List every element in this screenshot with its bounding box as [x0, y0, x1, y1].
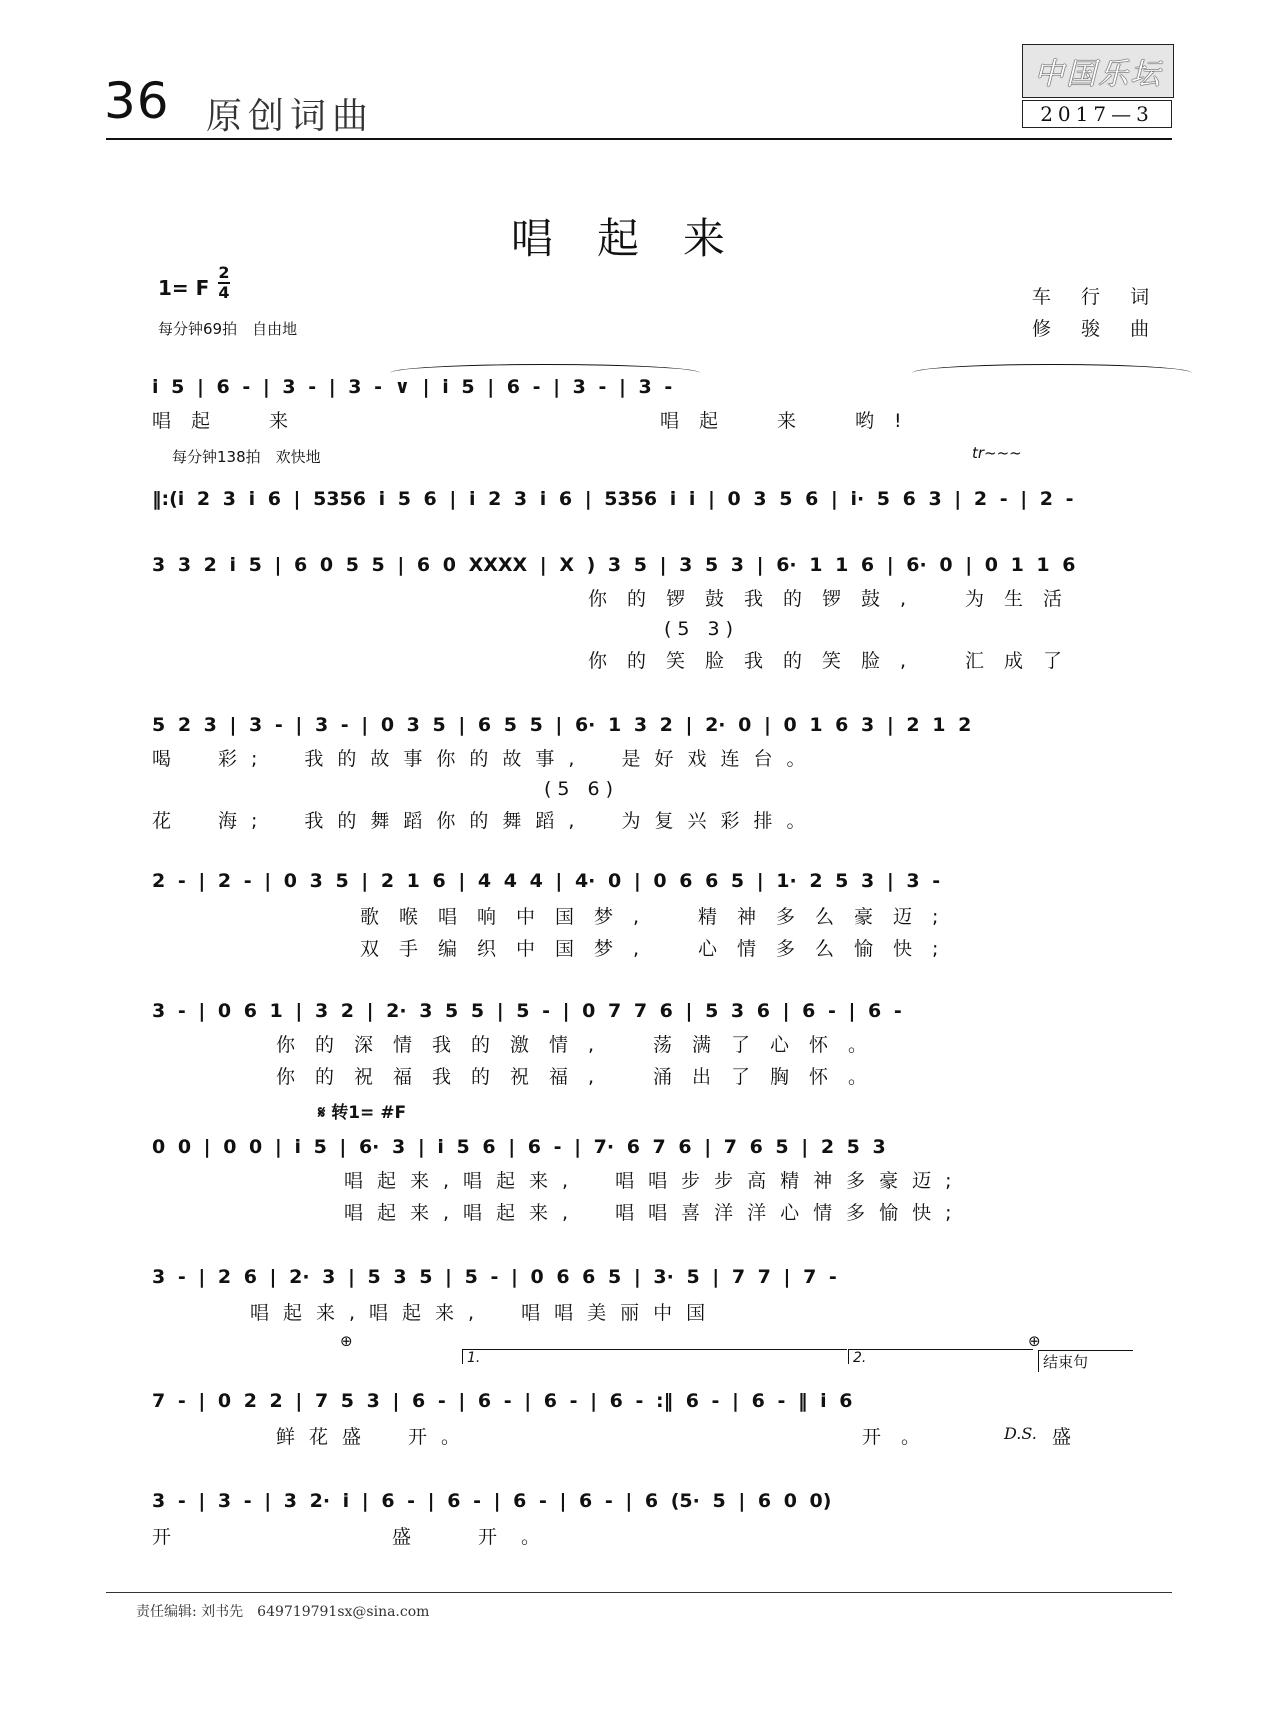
notation-line: 5 2 3 | 3 - | 3 - | 0 3 5 | 6 5 5 | 6· 1 3 2 | 2· 0 | 0 1 6 3 | 2 1 2: [152, 714, 972, 736]
staff-system-7: [152, 1124, 1132, 1164]
tempo-intro: 每分钟69拍 自由地: [158, 320, 298, 338]
lyric-line: 你的锣鼓我的锣鼓, 为生活: [588, 588, 1083, 610]
staff-system-10: [152, 1478, 1132, 1518]
staff-system-3: [152, 542, 1132, 582]
lyricist-credit: 车 行 词: [1032, 286, 1162, 308]
notation-line: 3 - | 0 6 1 | 3 2 | 2· 3 5 5 | 5 - | 0 7 7 6 | 5 3 6 | 6 - | 6 -: [152, 1000, 902, 1022]
volta-1: 1.: [462, 1349, 847, 1364]
tie: [912, 364, 1192, 373]
notation-line: 2 - | 2 - | 0 3 5 | 2 1 6 | 4 4 4 | 4· 0 | 0 6 6 5 | 1· 2 5 3 | 3 -: [152, 870, 941, 892]
notation-line: ‖:(i 2 3 i 6 | 5356 i 5 6 | i 2 3 i 6 | 5356 i i | 0 3 5 6 | i· 5 6 3 | 2 - | 2 -: [152, 488, 1074, 510]
lyric-line: 唱起来,唱起来, 唱唱喜洋洋心情多愉快;: [344, 1202, 966, 1224]
segno-modulation-mark: 𝄋 转1= #F: [318, 1103, 407, 1123]
lyric-line: 盛: [1052, 1426, 1092, 1448]
lyric-line: 喝 彩; 我的故事你的故事, 是好戏连台。: [152, 748, 820, 770]
staff-system-8: [152, 1254, 1132, 1294]
staff-system-4: [152, 702, 1132, 742]
lyric-line: 花 海; 我的舞蹈你的舞蹈, 为复兴彩排。: [152, 810, 820, 832]
time-signature-top: 2: [218, 263, 230, 282]
coda-icon: ⊕: [1028, 1332, 1041, 1350]
page-number: 36: [104, 72, 170, 130]
lyric-line: 唱起 来: [152, 410, 309, 432]
notation-line: 7 - | 0 2 2 | 7 5 3 | 6 - | 6 - | 6 - | 6 - :‖ 6 - | 6 - ‖ i 6: [152, 1390, 853, 1412]
composer-credit: 修 骏 曲: [1032, 318, 1162, 340]
lyric-line: 你的祝福我的祝福, 涌出了胸怀。: [276, 1066, 888, 1088]
key-signature: 1= F: [158, 276, 210, 300]
staff-system-6: [152, 988, 1132, 1028]
section-title: 原创词曲: [206, 96, 375, 137]
lyric-line: 双手编织中国梦, 心情多么愉快;: [360, 938, 959, 960]
lyric-line: 开: [152, 1526, 192, 1548]
notation-line: i 5 | 6 - | 3 - | 3 - ∨ | i 5 | 6 - | 3 - | 3 -: [152, 376, 673, 398]
trill-mark: tr~~~: [972, 444, 1022, 462]
coda-icon: ⊕: [340, 1332, 353, 1350]
volta-2: 2.: [848, 1349, 1033, 1364]
dal-segno-mark: D.S.: [1004, 1424, 1037, 1443]
lyric-line: 唱起来,唱起来, 唱唱步步高精神多豪迈;: [344, 1170, 966, 1192]
header-rule: [106, 138, 1172, 140]
magazine-logo: 中国乐坛: [1022, 44, 1174, 98]
staff-system-9: [152, 1378, 1132, 1418]
time-signature-bottom: 4: [218, 283, 230, 302]
lyric-line: 唱起来,唱起来, 唱唱美丽中国: [250, 1302, 720, 1324]
song-title: 唱起来: [510, 214, 769, 263]
notation-line: 0 0 | 0 0 | i 5 | 6· 3 | i 5 6 | 6 - | 7· 6 7 6 | 7 6 5 | 2 5 3: [152, 1136, 886, 1158]
lyric-line: 开。: [862, 1426, 941, 1448]
lyric-line: 你的深情我的激情, 荡满了心怀。: [276, 1034, 888, 1056]
lyric-line: 你的笑脸我的笑脸, 汇成了: [588, 650, 1083, 672]
lyric-variant: (5 3): [664, 618, 740, 640]
lyric-line: 唱起 来 哟!: [660, 410, 922, 432]
notation-line: 3 - | 2 6 | 2· 3 | 5 3 5 | 5 - | 0 6 6 5 | 3· 5 | 7 7 | 7 -: [152, 1266, 837, 1288]
lyric-line: 鲜花盛 开。: [276, 1426, 475, 1448]
tie: [390, 364, 700, 373]
lyric-variant: (5 6): [544, 778, 620, 800]
coda-label: 结束句: [1038, 1350, 1133, 1372]
notation-line: 3 - | 3 - | 3 2· i | 6 - | 6 - | 6 - | 6 - | 6 (5· 5 | 6 0 0): [152, 1490, 832, 1512]
issue-label: 2017—3: [1022, 100, 1172, 128]
footer-rule: [106, 1592, 1172, 1593]
lyric-line: 盛 开。: [392, 1526, 565, 1548]
staff-system-5: [152, 858, 1132, 898]
tempo-main: 每分钟138拍 欢快地: [172, 448, 321, 466]
lyric-line: 歌喉唱响中国梦, 精神多么豪迈;: [360, 906, 959, 928]
time-signature: [218, 264, 230, 302]
notation-line: 3 3 2 i 5 | 6 0 5 5 | 6 0 XXXX | X ) 3 5 | 3 5 3 | 6· 1 1 6 | 6· 0 | 0 1 1 6: [152, 554, 1076, 576]
footer-editor: 责任编辑: 刘书先 649719791sx@sina.com: [136, 1604, 430, 1620]
staff-system-2: [152, 476, 1132, 516]
staff-system-1: [152, 364, 1132, 404]
